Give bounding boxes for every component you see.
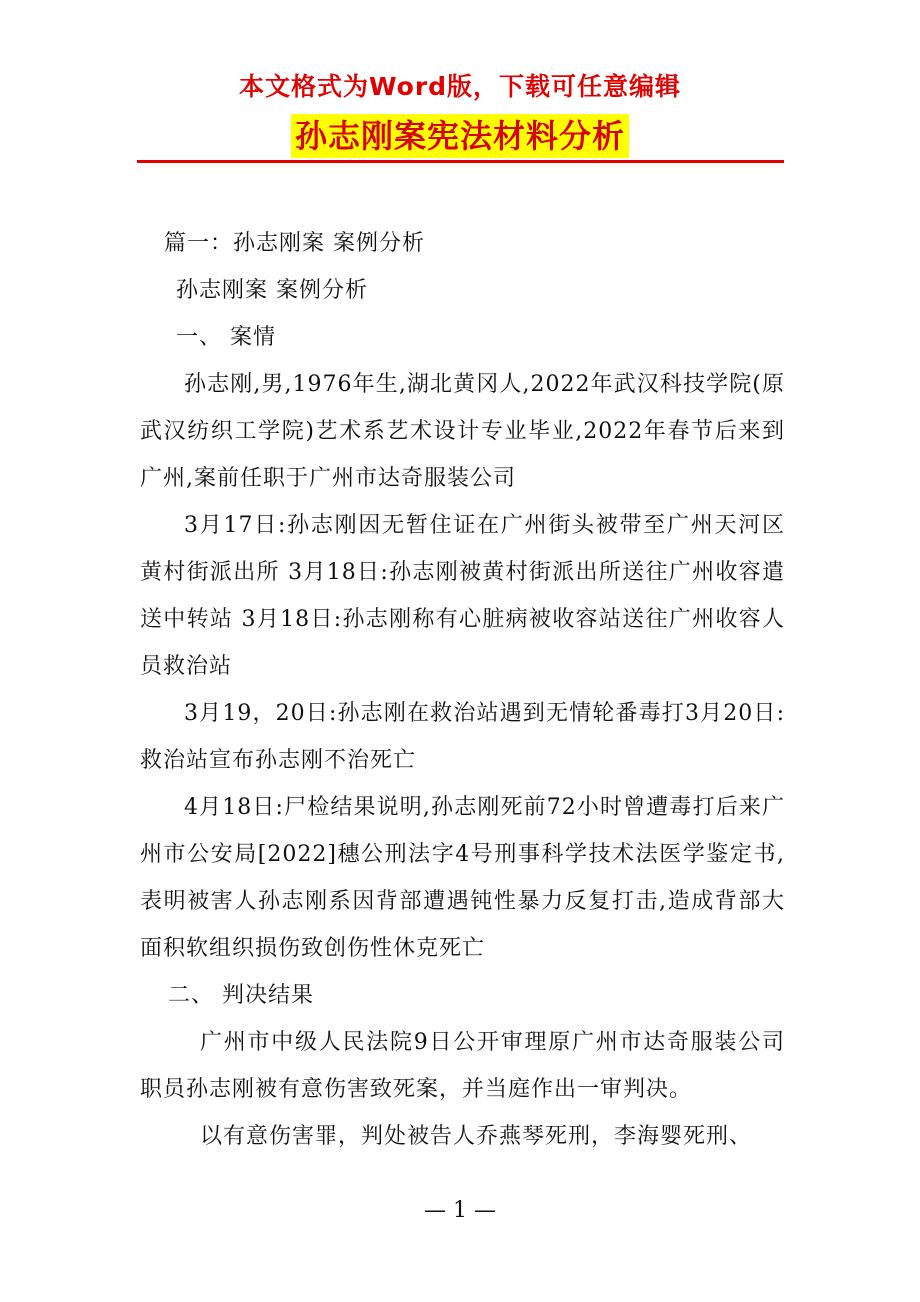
paragraph-timeline-march-17-18: 3月17日:孙志刚因无暂住证在广州街头被带至广州天河区黄村街派出所 3月18日:孙志刚被黄村街派出所送往广州收容遣送中转站 3月18日:孙志刚称有心脏病被收容站送往广州收容人员救治站 — [140, 513, 785, 679]
document-title: 孙志刚案宪法材料分析 — [291, 114, 629, 158]
paragraph-background: 孙志刚,男,1976年生,湖北黄冈人,2022年武汉科技学院(原武汉纺织工学院)艺术系艺术设计专业毕业,2022年春节后来到广州,案前任职于广州市达奇服装公司 — [140, 372, 785, 491]
title-container — [0, 114, 920, 158]
subtitle-case-analysis: 孙志刚案 案例分析 — [176, 278, 368, 303]
document-body — [140, 220, 785, 1160]
paragraph-timeline-march-19-20: 3月19，20日:孙志刚在救治站遇到无情轮番毒打3月20日:救治站宣布孙志刚不治死亡 — [140, 701, 785, 773]
format-notice-banner: 本文格式为Word版，下载可任意编辑 — [238, 72, 682, 101]
paragraph-autopsy-result: 4月18日:尸检结果说明,孙志刚死前72小时曾遭毒打后来广州市公安局[2022]穗公刑法字4号刑事科学技术法医学鉴定书,表明被害人孙志刚系因背部遭遇钝性暴力反复打击,造成背部大面积软组织损伤致创伤性休克死亡 — [140, 795, 785, 961]
paragraph-court-trial: 广州市中级人民法院9日公开审理原广州市达奇服装公司职员孙志刚被有意伤害致死案，并当庭作出一审判决。 — [140, 1030, 785, 1102]
heading-case-facts: 一、 案情 — [176, 325, 276, 350]
page-number: — 1 — — [424, 1198, 496, 1223]
section-heading-part-one: 篇一：孙志刚案 案例分析 — [164, 231, 425, 256]
heading-judgment-result: 二、 判决结果 — [168, 983, 314, 1008]
title-underline-rule — [137, 160, 784, 163]
paragraph-sentence: 以有意伤害罪，判处被告人乔燕琴死刑，李海婴死刑、 — [200, 1124, 753, 1149]
